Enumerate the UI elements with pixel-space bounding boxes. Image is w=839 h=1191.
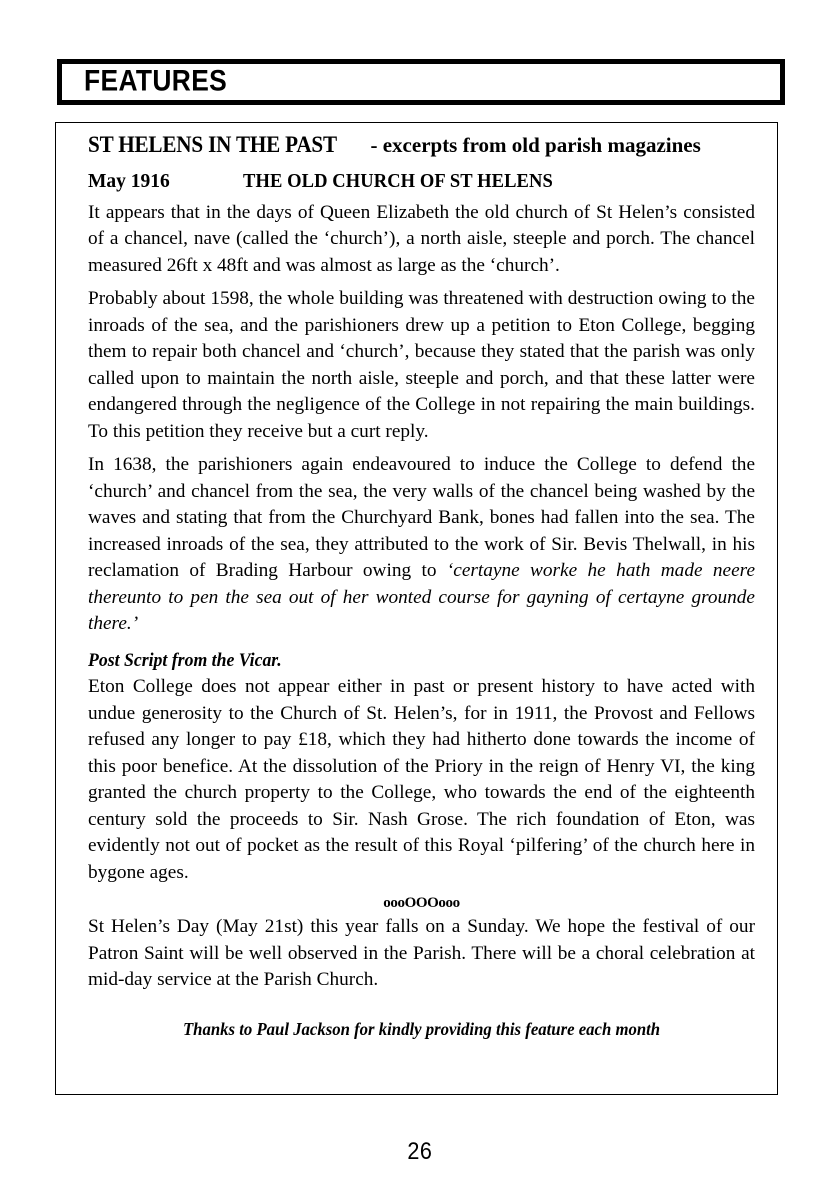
section-title-subtitle: - excerpts from old parish magazines	[370, 133, 701, 157]
page-number	[0, 1140, 839, 1164]
paragraph-3-lead: In 1638, the parishioners again endeavoured to induce the College to defend the ‘church’ and chancel from the sea, the very walls of the chancel being washed by the waves and stating that from the Churchyard Bank, bones had fallen into the sea. The increased inroads of the sea, they attributed to the work of Sir. Bevis Thelwall, in his reclamation of Brading Harbour owing to	[88, 454, 755, 582]
article-title: THE OLD CHURCH OF ST HELENS	[242, 171, 553, 193]
section-title-strong: ST HELENS IN THE PAST	[88, 132, 337, 158]
article-content-box	[55, 122, 778, 1095]
closing-paragraph: St Helen’s Day (May 21st) this year falls on a Sunday. We hope the festival of our Patron Saint will be well observed in the Parish. There will be a choral celebration at mid-day service at the Parish Church.	[88, 916, 755, 991]
features-header-text: FEATURES	[84, 64, 228, 98]
paragraph-3-quote: ‘certayne worke he hath made neere thereunto to pen the sea out of her wonted course for gayning of certayne grounde there.’	[88, 560, 755, 635]
credit-line-text: Thanks to Paul Jackson for kindly providing this feature each month	[182, 1018, 661, 1039]
credit-line	[88, 1017, 755, 1041]
post-script-heading-text: Post Script from the Vicar.	[88, 649, 282, 671]
page-number-text: 26	[407, 1138, 432, 1165]
post-script-heading	[88, 648, 755, 675]
issue-date: May 1916	[88, 171, 170, 193]
article-subheading	[88, 170, 755, 193]
ornament-divider: oooOOOooo	[383, 895, 460, 912]
post-script-body: Eton College does not appear either in past or present history to have acted with undue generosity to the Church of St. Helen’s, for in 1911, the Provost and Fellows refused any longer to pay £18, which they had hitherto done towards the income of this poor benefice. At the dissolution of the Priory in the reign of Henry VI, the king granted the church property to the College, who towards the end of the eighteenth century sold the proceeds to Sir. Nash Grose. The rich foundation of Eton, was evidently not out of pocket as the result of this Royal ‘pilfering’ of the church here in bygone ages.	[88, 676, 755, 883]
features-header-box	[57, 59, 785, 105]
article-content-inner	[88, 131, 755, 1041]
paragraph-1: It appears that in the days of Queen Elizabeth the old church of St Helen’s consisted of a chancel, nave (called the ‘church’), a north aisle, steeple and porch. The chancel measured 26ft x 48ft and was almost as large as the ‘church’.	[88, 201, 755, 276]
paragraph-3	[88, 452, 755, 638]
features-header-label	[84, 66, 247, 96]
paragraph-2: Probably about 1598, the whole building was threatened with destruction owing to the inroads of the sea, and the parishioners drew up a petition to Eton College, begging them to repair both chancel and ‘church’, because they stated that the parish was only called upon to maintain the north aisle, steeple and porch, and that these latter were endangered through the negligence of the College in not repairing the main buildings. To this petition they receive but a curt reply.	[88, 288, 755, 442]
section-title	[88, 131, 755, 160]
